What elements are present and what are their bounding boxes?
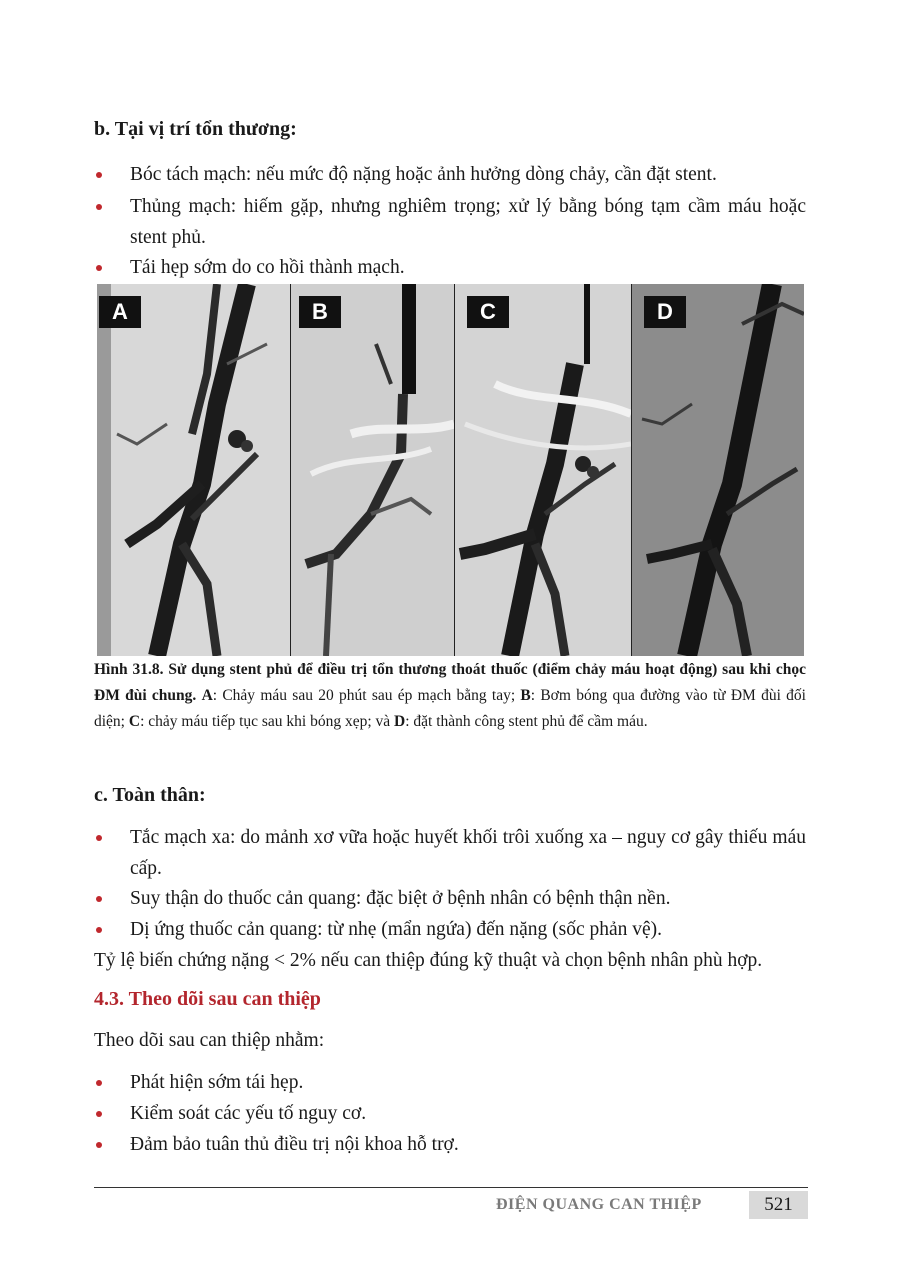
list-item	[94, 1129, 806, 1160]
angiogram-image-a	[97, 284, 290, 656]
list-item-text: Phát hiện sớm tái hẹp.	[130, 1072, 304, 1093]
figure-panel-c	[455, 284, 631, 656]
bullet-icon	[96, 1142, 102, 1148]
angiogram-image-b	[291, 284, 454, 656]
section-4-3-intro: Theo dõi sau can thiệp nhằm:	[94, 1030, 325, 1051]
caption-key-b: B	[520, 687, 531, 704]
caption-text-b: : Bơm bóng qua đường vào từ ĐM đùi đối diện;	[94, 687, 806, 730]
section-c-heading: c. Toàn thân:	[94, 784, 206, 806]
list-item	[94, 883, 806, 914]
bullet-icon	[96, 927, 102, 933]
panel-label-c: C	[467, 296, 509, 328]
list-item	[94, 159, 806, 190]
bullet-icon	[96, 1080, 102, 1086]
caption-text-d: : đặt thành công stent phủ để cầm máu.	[405, 713, 648, 730]
angiography-figure	[97, 284, 804, 656]
figure-caption	[94, 657, 806, 735]
page-number: 521	[749, 1191, 808, 1219]
caption-text-a: : Chảy máu sau 20 phút sau ép mạch bằng tay;	[212, 687, 521, 704]
footer-divider	[94, 1187, 808, 1188]
list-item-text: Kiểm soát các yếu tố nguy cơ.	[130, 1103, 367, 1124]
bullet-icon	[96, 204, 102, 210]
list-item-text: Suy thận do thuốc cản quang: đặc biệt ở bệnh nhân có bệnh thận nền.	[130, 888, 671, 909]
caption-text-c: : chảy máu tiếp tục sau khi bóng xẹp; và	[140, 713, 395, 730]
caption-key-c: C	[128, 713, 141, 730]
bullet-icon	[96, 835, 102, 841]
angiogram-image-c	[455, 284, 631, 656]
list-item-text: Dị ứng thuốc cản quang: từ nhẹ (mẩn ngứa) đến nặng (sốc phản vệ).	[130, 919, 663, 940]
list-item-text: Tái hẹp sớm do co hồi thành mạch.	[130, 257, 405, 278]
section-b-heading: b. Tại vị trí tổn thương:	[94, 118, 297, 140]
complication-rate-note: Tỷ lệ biến chứng nặng < 2% nếu can thiệp đúng kỹ thuật và chọn bệnh nhân phù hợp.	[94, 950, 763, 971]
panel-label-d: D	[644, 296, 686, 328]
list-item	[94, 914, 806, 945]
figure-panel-b	[291, 284, 454, 656]
bullet-icon	[96, 1111, 102, 1117]
footer-book-title: ĐIỆN QUANG CAN THIỆP	[496, 1196, 702, 1213]
list-item-text: Thủng mạch: hiếm gặp, nhưng nghiêm trọng; xử lý bằng bóng tạm cầm máu hoặc stent phủ.	[130, 196, 806, 248]
angiogram-image-d	[632, 284, 804, 656]
bullet-icon	[96, 265, 102, 271]
panel-label-a: A	[99, 296, 141, 328]
bullet-icon	[96, 172, 102, 178]
panel-label-b: B	[299, 296, 341, 328]
section-4-3-heading: 4.3. Theo dõi sau can thiệp	[94, 988, 321, 1010]
figure-panel-a	[97, 284, 290, 656]
list-item	[94, 252, 806, 283]
list-item-text: Tắc mạch xa: do mảnh xơ vữa hoặc huyết khối trôi xuống xa – nguy cơ gây thiếu máu cấp.	[130, 827, 806, 879]
list-item-text: Đảm bảo tuân thủ điều trị nội khoa hỗ trợ.	[130, 1134, 459, 1155]
list-item	[94, 1098, 806, 1129]
bullet-icon	[96, 896, 102, 902]
caption-title: Hình 31.8. Sử dụng stent phủ để điều trị tổn thương thoát thuốc (điểm chảy máu hoạt động) sau khi chọc ĐM đùi chung.	[94, 661, 806, 704]
figure-panel-d	[632, 284, 804, 656]
caption-key-a: A	[201, 687, 213, 704]
list-item-text: Bóc tách mạch: nếu mức độ nặng hoặc ảnh hưởng dòng chảy, cần đặt stent.	[130, 164, 717, 185]
list-item	[94, 822, 806, 884]
list-item	[94, 1067, 806, 1098]
caption-key-d: D	[394, 713, 406, 730]
list-item	[94, 191, 806, 253]
